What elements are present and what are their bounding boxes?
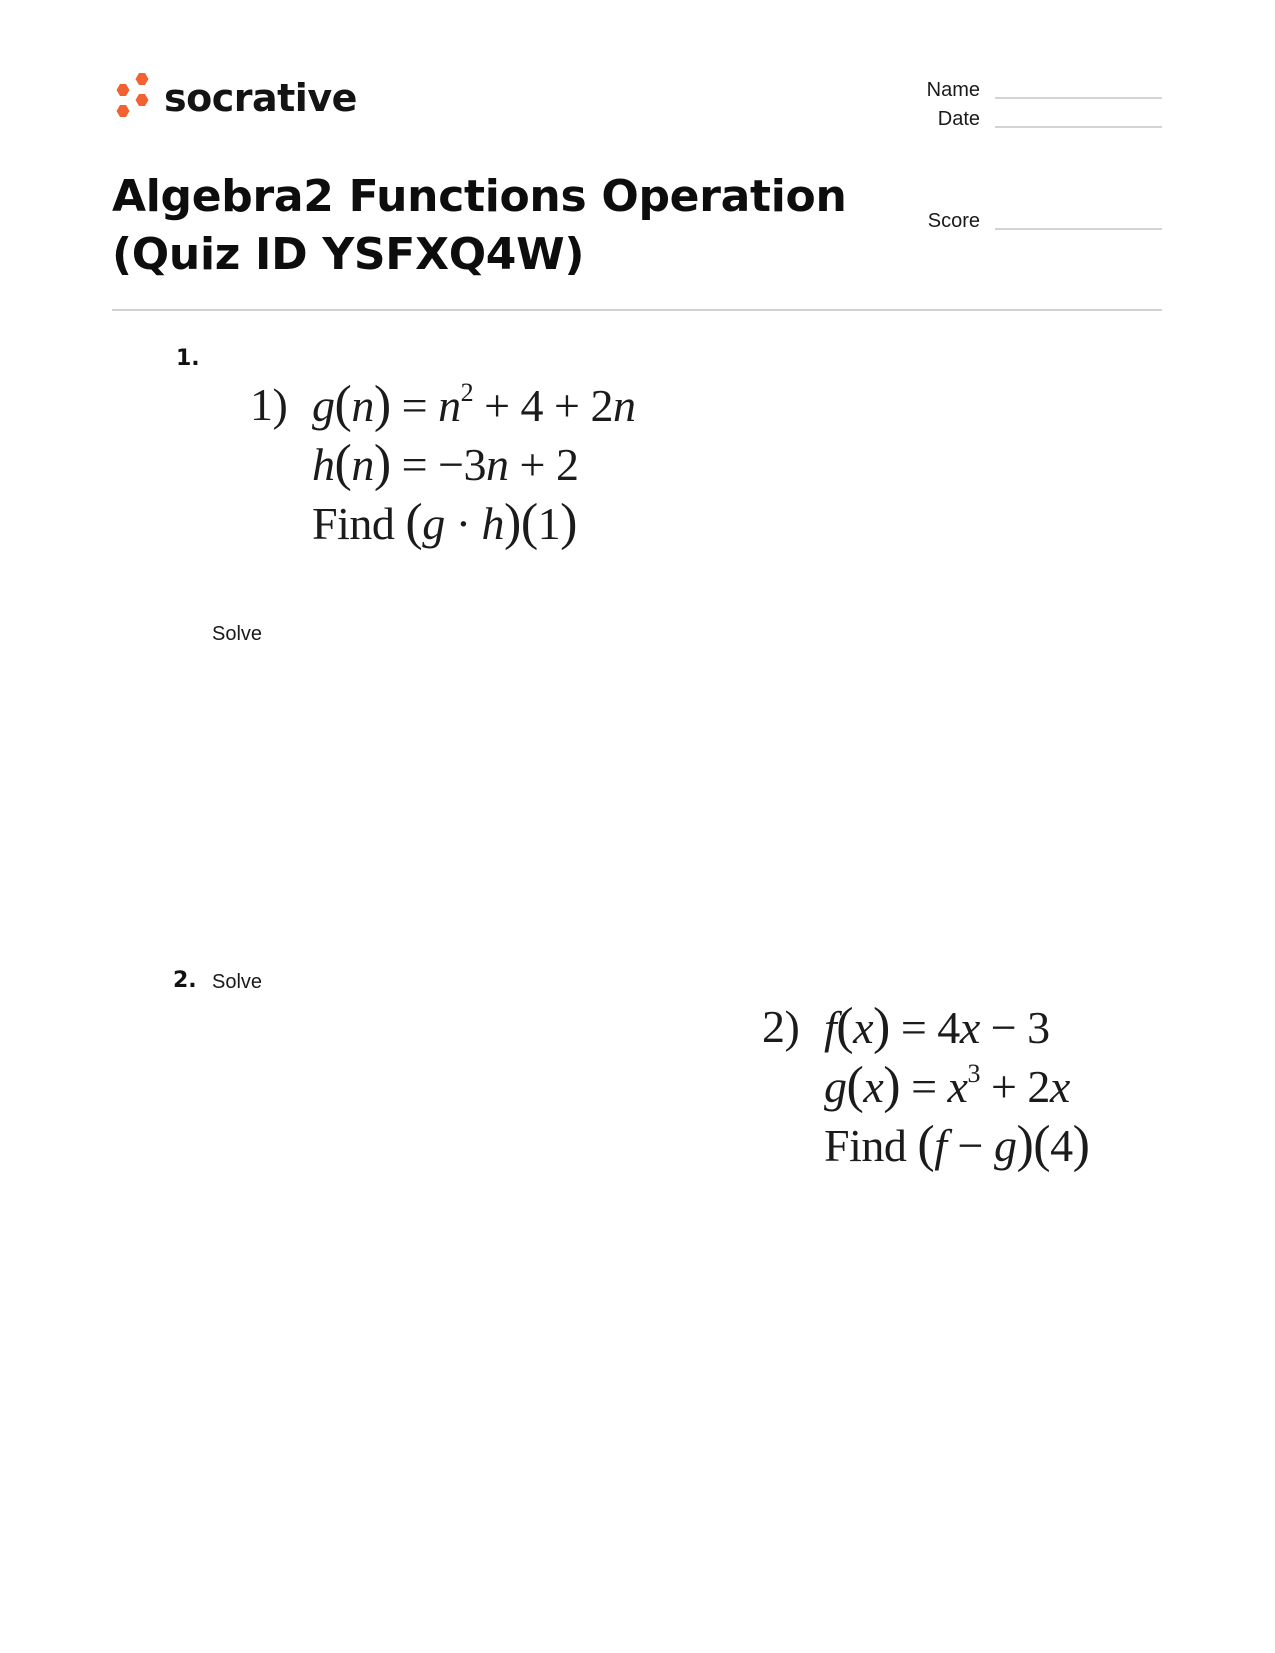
hexagon-cluster-icon <box>112 72 152 124</box>
title-line-1: Algebra2 Functions Operation <box>112 171 847 222</box>
name-field[interactable] <box>892 80 1162 100</box>
name-label: Name <box>926 79 980 101</box>
name-input-line[interactable] <box>995 97 1162 99</box>
page-title <box>112 168 872 284</box>
equation-line: 1) $g(n) = n^2 + 4 + 2n$ <box>250 376 636 433</box>
question-1-number: 1. <box>176 346 200 371</box>
problem-label: 2) <box>762 1001 800 1052</box>
question-2-prompt: Solve <box>212 971 263 993</box>
score-label: Score <box>927 210 980 232</box>
date-label: Date <box>937 108 980 130</box>
question-1-prompt: Solve <box>212 623 263 645</box>
header-divider <box>112 309 1162 311</box>
question-1-equation-image <box>250 376 636 553</box>
score-field[interactable] <box>892 211 1162 231</box>
problem-label: 1) <box>250 379 288 430</box>
equation-line: h(n) = −3n + 2 <box>312 435 579 492</box>
date-input-line[interactable] <box>995 126 1162 128</box>
score-input-line[interactable] <box>995 228 1162 230</box>
question-2-number: 2. <box>173 968 197 993</box>
equation-line: $g(x) = x^3 + 2x$ <box>824 1057 1070 1114</box>
title-line-2: (Quiz ID YSFXQ4W) <box>112 229 585 280</box>
socrative-logo <box>112 72 357 124</box>
equation-line: Find (f − g)(4) <box>824 1116 1090 1173</box>
brand-name: socrative <box>164 76 357 120</box>
equation-line: Find (g · h)(1) <box>312 494 577 551</box>
date-field[interactable] <box>892 109 1162 129</box>
equation-line: 2) f(x) = 4x − 3 <box>762 998 1050 1055</box>
question-2-equation-image <box>762 998 1089 1175</box>
